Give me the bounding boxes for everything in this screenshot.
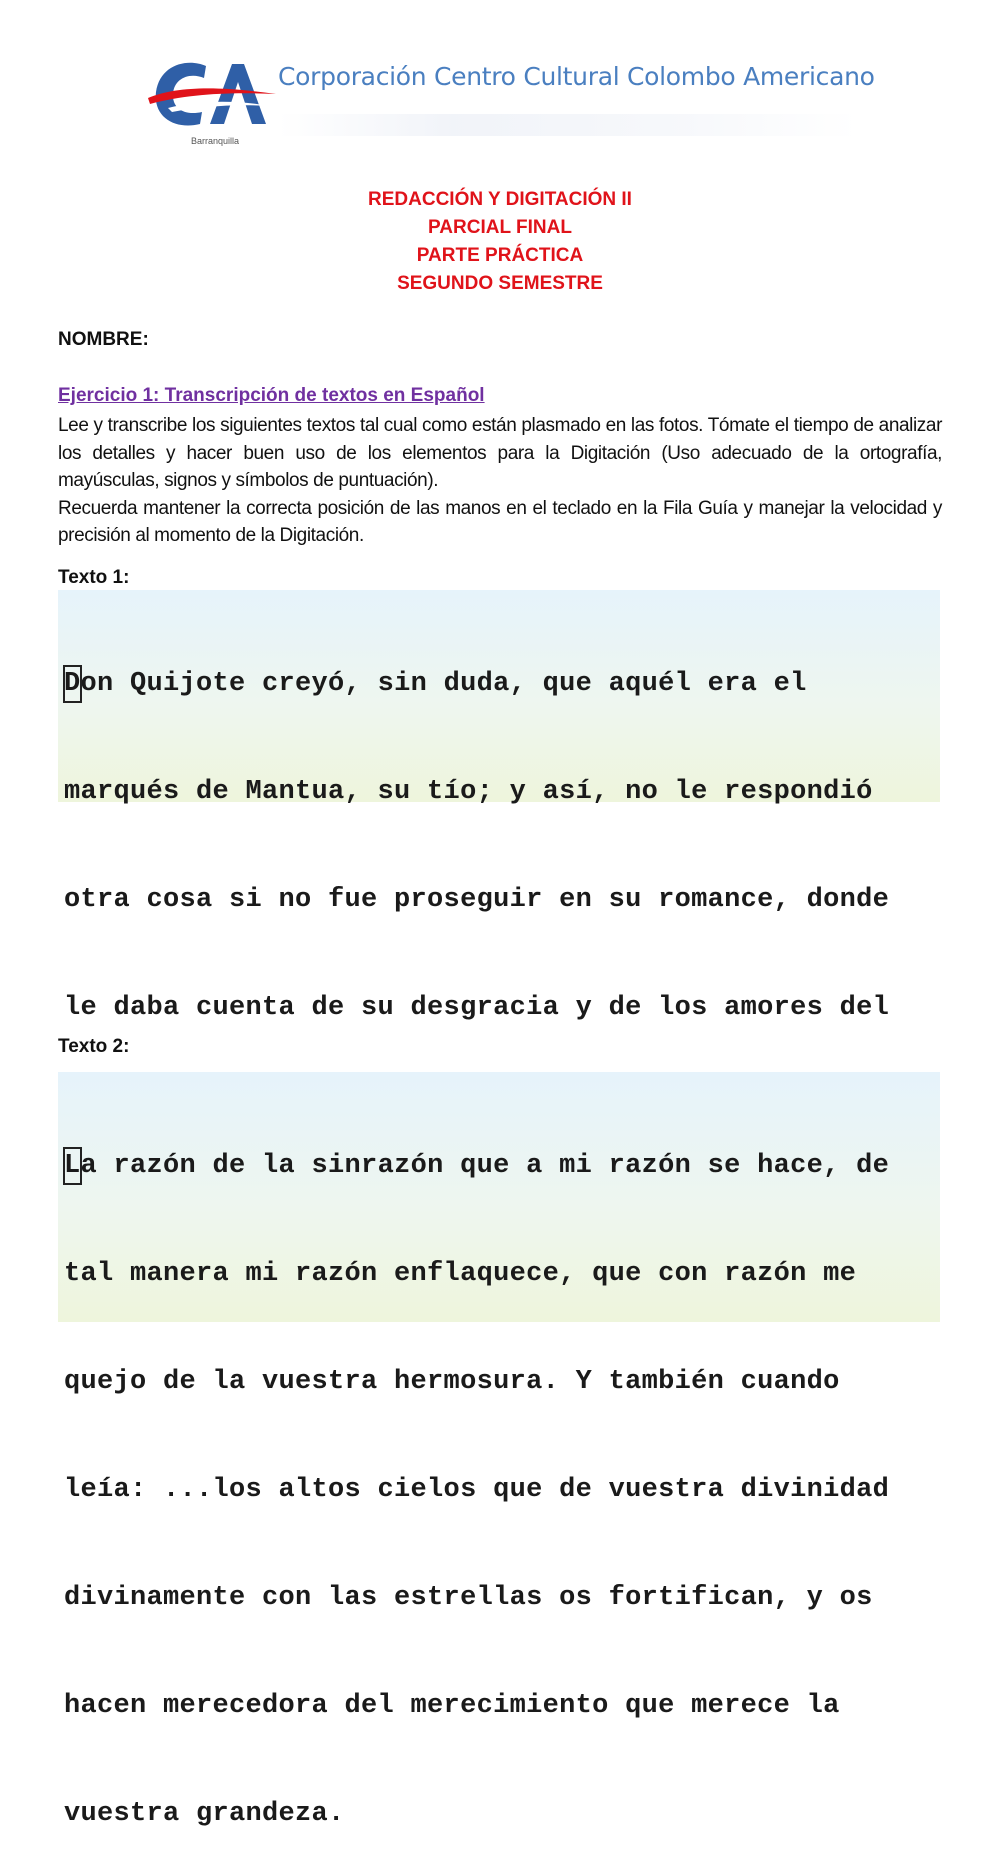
instructions-paragraph-1: Lee y transcribe los siguientes textos tal cual como están plasmado en las fotos. Tómate el tiempo de analizar los detalles y hacer buen uso de los elementos para la Digitación (Uso adecuado de la ortografía, mayúsculas, signos y símbolos de puntuación).	[58, 415, 942, 491]
texto-2-line: vuestra grandeza.	[64, 1799, 345, 1829]
texto-1-passage	[58, 590, 940, 1023]
exercise-instructions	[58, 412, 942, 550]
texto-1-line: otra cosa si no fue proseguir en su romance, donde	[64, 885, 890, 915]
instructions-paragraph-2: Recuerda mantener la correcta posición de las manos en el teclado en la Fila Guía y manejar la velocidad y precisión al momento de la Digitación.	[58, 497, 942, 546]
texto-2-line: hacen merecedora del merecimiento que merece la	[64, 1691, 840, 1721]
texto-2-line: leía: ...los altos cielos que de vuestra divinidad	[64, 1475, 890, 1505]
texto-1-line: le daba cuenta de su desgracia y de los amores del	[64, 993, 890, 1023]
nombre-label: NOMBRE:	[58, 329, 149, 350]
texto-2-passage	[58, 1072, 940, 1829]
texto-1-label: Texto 1:	[58, 567, 130, 588]
title-exam: PARCIAL FINAL	[428, 217, 572, 238]
texto-1-line: Don Quijote creyó, sin duda, que aquél era el	[64, 666, 936, 702]
text-cursor: L	[64, 1148, 81, 1184]
texto-2-label: Texto 2:	[58, 1036, 130, 1057]
text-cursor: D	[64, 666, 81, 702]
organization-name: Corporación Centro Cultural Colombo Americano	[278, 62, 875, 91]
logo-city: Barranquilla	[191, 136, 240, 146]
document-titles	[0, 186, 1000, 298]
title-part: PARTE PRÁCTICA	[416, 245, 584, 266]
texto-2-line: quejo de la vuestra hermosura. Y también cuando	[64, 1367, 840, 1397]
exercise-title: Ejercicio 1: Transcripción de textos en Español	[58, 385, 485, 406]
ca-logo-icon	[148, 56, 278, 148]
header-watermark	[278, 114, 858, 136]
title-course: REDACCIÓN Y DIGITACIÓN II	[368, 189, 632, 210]
title-semester: SEGUNDO SEMESTRE	[397, 273, 603, 294]
texto-2-line: La razón de la sinrazón que a mi razón se hace, de	[64, 1148, 936, 1184]
texto-1-line: marqués de Mantua, su tío; y así, no le respondió	[64, 777, 873, 807]
texto-2-line: tal manera mi razón enflaquece, que con razón me	[64, 1259, 857, 1289]
texto-2-line: divinamente con las estrellas os fortifican, y os	[64, 1583, 873, 1613]
header-logo	[148, 56, 875, 156]
